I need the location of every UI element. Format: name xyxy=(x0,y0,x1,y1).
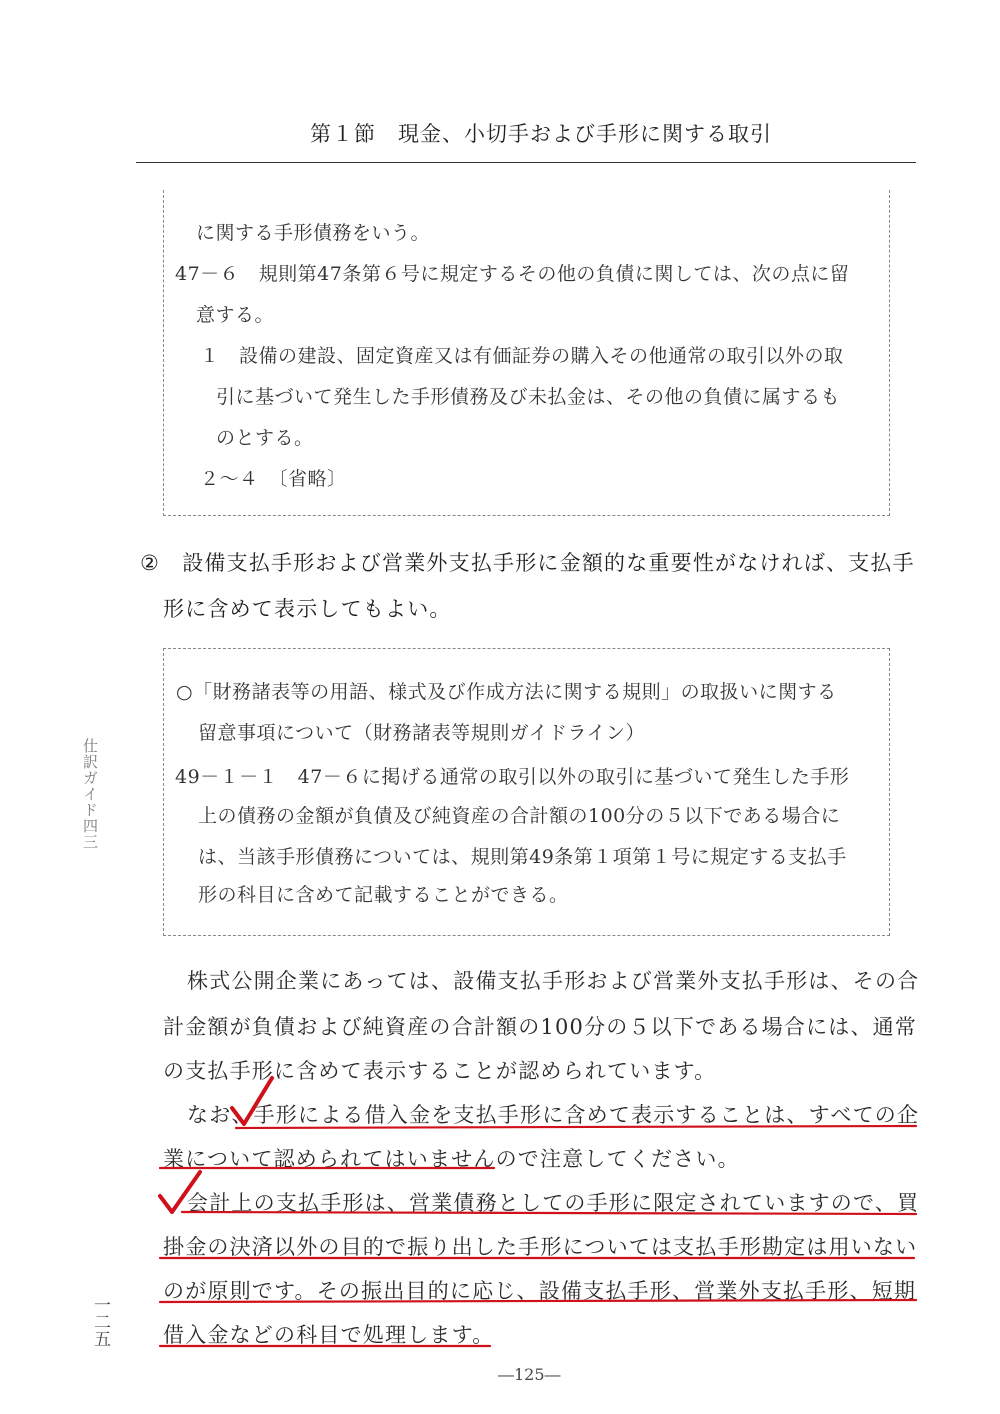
box1-line-3: 意する。 xyxy=(196,304,275,326)
body-line-9: 借入金などの科目で処理します。 xyxy=(163,1323,495,1347)
box1-line-4: １ 設備の建設、固定資産又は有価証券の購入その他通常の取引以外の取 xyxy=(200,345,844,367)
box2-line-3: 49－１－１ 47－６に掲げる通常の取引以外の取引に基づいて発生した手形 xyxy=(175,766,850,788)
body-line-8: のが原則です。その振出目的に応じ、設備支払手形、営業外支払手形、短期 xyxy=(163,1279,917,1303)
box1-line-1: に関する手形債務をいう。 xyxy=(196,222,431,244)
body-line-7: 掛金の決済以外の目的で振り出した手形については支払手形勘定は用いない xyxy=(163,1235,918,1259)
box1-line-7: ２～４ 〔省略〕 xyxy=(200,468,347,490)
box1-line-6: のとする。 xyxy=(216,427,314,449)
box2-line-6: 形の科目に含めて記載することができる。 xyxy=(198,884,569,906)
point-2-line-2: 形に含めて表示してもよい。 xyxy=(163,597,452,621)
body-line-3: の支払手形に含めて表示することが認められています。 xyxy=(163,1059,717,1083)
header-divider xyxy=(136,162,916,163)
box2-line-2: 留意事項について（財務諸表等規則ガイドライン） xyxy=(198,722,645,744)
body-line-1: 株式公開企業にあっては、設備支払手形および営業外支払手形は、その合 xyxy=(187,969,920,993)
box1-line-5: 引に基づいて発生した手形債務及び未払金は、その他の負債に属するも xyxy=(216,386,841,408)
box2-line-1: ○「財務諸表等の用語、様式及び作成方法に関する規則」の取扱いに関する xyxy=(176,681,837,703)
box2-line-4: 上の債務の金額が負債及び純資産の合計額の100分の５以下である場合に xyxy=(198,805,841,827)
point-2-line-1: ② 設備支払手形および営業外支払手形に金額的な重要性がなければ、支払手 xyxy=(140,551,915,575)
body-line-2: 計金額が負債および純資産の合計額の100分の５以下である場合には、通常 xyxy=(163,1015,918,1039)
page-number: ―125― xyxy=(498,1365,561,1384)
body-line-6: 会計上の支払手形は、営業債務としての手形に限定されていますので、買 xyxy=(187,1191,920,1215)
box1-line-2: 47－６ 規則第47条第６号に規定するその他の負債に関しては、次の点に留 xyxy=(175,263,850,285)
body-line-5: 業について認められてはいませんので注意してください。 xyxy=(163,1147,740,1171)
section-title: 第１節 現金、小切手および手形に関する取引 xyxy=(310,122,772,146)
side-running-label: 仕訳ガイド四三 xyxy=(81,738,99,850)
box2-line-5: は、当該手形債務については、規則第49条第１項第１号に規定する支払手 xyxy=(198,846,847,868)
body-line-4: なお、手形による借入金を支払手形に含めて表示することは、すべての企 xyxy=(187,1103,920,1127)
side-page-number: 一二五 xyxy=(90,1296,110,1347)
